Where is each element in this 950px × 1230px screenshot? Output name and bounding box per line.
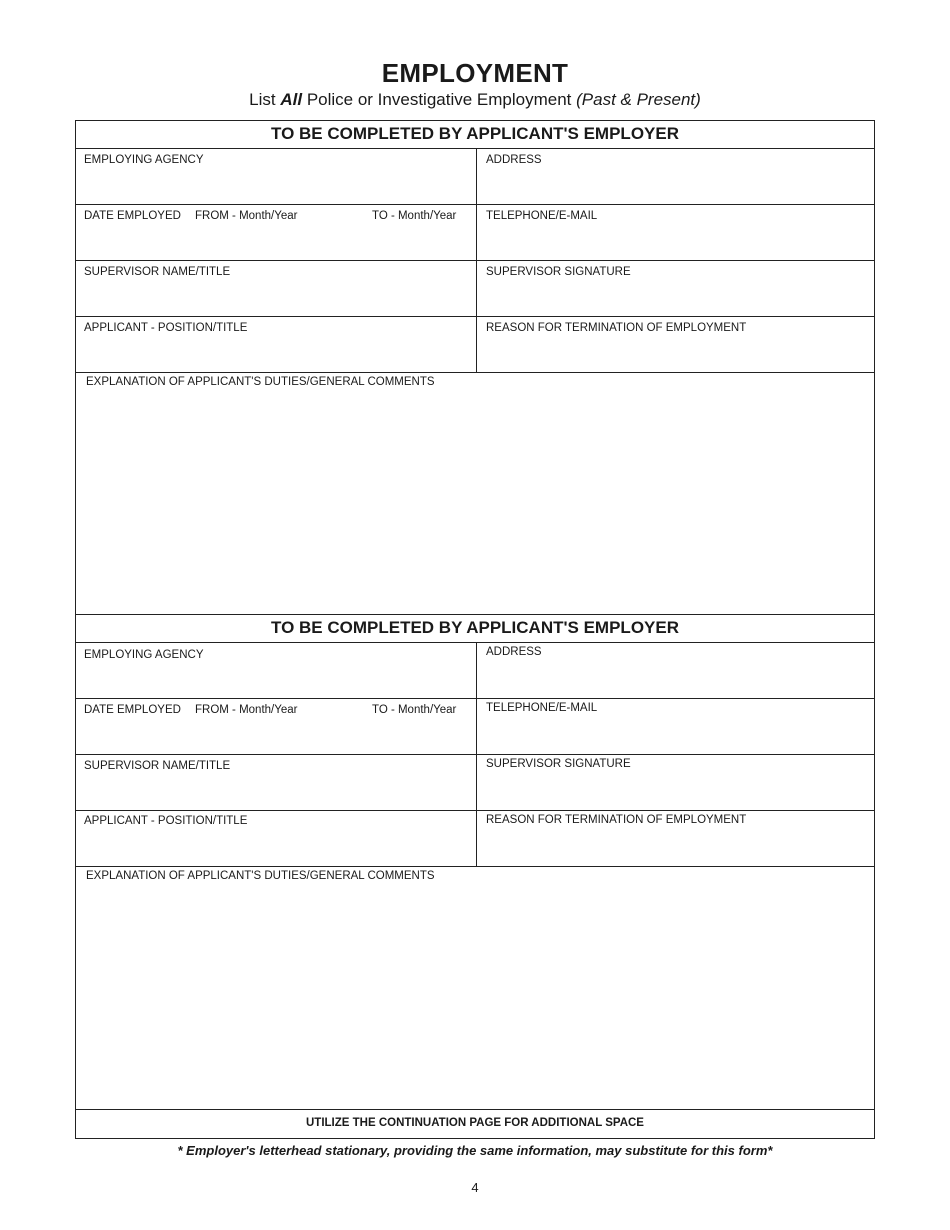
section1-header: TO BE COMPLETED BY APPLICANT'S EMPLOYER <box>271 124 679 143</box>
section1-applicant-position-field[interactable] <box>76 317 476 372</box>
reason-termination-label: REASON FOR TERMINATION OF EMPLOYMENT <box>486 814 747 826</box>
applicant-position-label: APPLICANT - POSITION/TITLE <box>84 815 248 827</box>
page-subtitle <box>0 90 950 110</box>
employment-form <box>75 120 875 1139</box>
explanation-label: EXPLANATION OF APPLICANT'S DUTIES/GENERAL COMMENTS <box>86 376 435 388</box>
employing-agency-label: EMPLOYING AGENCY <box>84 154 204 166</box>
reason-termination-label: REASON FOR TERMINATION OF EMPLOYMENT <box>486 322 747 334</box>
section2-supervisor-name-field[interactable] <box>76 755 476 810</box>
section1-supervisor-signature-field[interactable] <box>478 261 874 316</box>
section2-header: TO BE COMPLETED BY APPLICANT'S EMPLOYER <box>271 618 679 637</box>
section1-reason-termination-field[interactable] <box>478 317 874 372</box>
employing-agency-label: EMPLOYING AGENCY <box>84 649 204 661</box>
continuation-notice: UTILIZE THE CONTINUATION PAGE FOR ADDITIONAL SPACE <box>306 1117 644 1129</box>
section2-applicant-position-field[interactable] <box>76 811 476 866</box>
explanation-label: EXPLANATION OF APPLICANT'S DUTIES/GENERAL COMMENTS <box>86 870 435 882</box>
address-label: ADDRESS <box>486 646 542 658</box>
section2-telephone-field[interactable] <box>478 699 874 754</box>
section2-employing-agency-field[interactable] <box>76 643 476 698</box>
subtitle-pre: List <box>249 90 281 109</box>
section1-address-field[interactable] <box>478 149 874 204</box>
from-month-year-label: FROM - Month/Year <box>195 704 298 716</box>
to-month-year-label: TO - Month/Year <box>372 704 457 716</box>
section2-date-employed-field[interactable] <box>76 699 476 754</box>
to-month-year-label: TO - Month/Year <box>372 210 457 222</box>
page-number: 4 <box>471 1180 479 1195</box>
applicant-position-label: APPLICANT - POSITION/TITLE <box>84 322 248 334</box>
telephone-email-label: TELEPHONE/E-MAIL <box>486 702 598 714</box>
section2-supervisor-signature-field[interactable] <box>478 755 874 810</box>
letterhead-note: * Employer's letterhead stationary, providing the same information, may substitute for this form* <box>177 1143 773 1158</box>
subtitle-mid: Police or Investigative Employment <box>302 90 577 109</box>
subtitle-italic: (Past & Present) <box>576 90 701 109</box>
page-title: EMPLOYMENT <box>381 58 569 88</box>
section2-reason-termination-field[interactable] <box>478 811 874 866</box>
section1-telephone-field[interactable] <box>478 205 874 260</box>
date-employed-label: DATE EMPLOYED <box>84 704 181 716</box>
supervisor-signature-label: SUPERVISOR SIGNATURE <box>486 266 631 278</box>
section1-supervisor-name-field[interactable] <box>76 261 476 316</box>
section2-address-field[interactable] <box>478 643 874 698</box>
section2-explanation-field[interactable] <box>76 867 874 1109</box>
section1-date-employed-field[interactable] <box>76 205 476 260</box>
date-employed-label: DATE EMPLOYED <box>84 210 181 222</box>
subtitle-emphasis: All <box>280 90 303 109</box>
section1-explanation-field[interactable] <box>76 373 874 614</box>
telephone-email-label: TELEPHONE/E-MAIL <box>486 210 598 222</box>
section1-employing-agency-field[interactable] <box>76 149 476 204</box>
from-month-year-label: FROM - Month/Year <box>195 210 298 222</box>
address-label: ADDRESS <box>486 154 542 166</box>
supervisor-name-label: SUPERVISOR NAME/TITLE <box>84 760 231 772</box>
supervisor-name-label: SUPERVISOR NAME/TITLE <box>84 266 231 278</box>
supervisor-signature-label: SUPERVISOR SIGNATURE <box>486 758 631 770</box>
